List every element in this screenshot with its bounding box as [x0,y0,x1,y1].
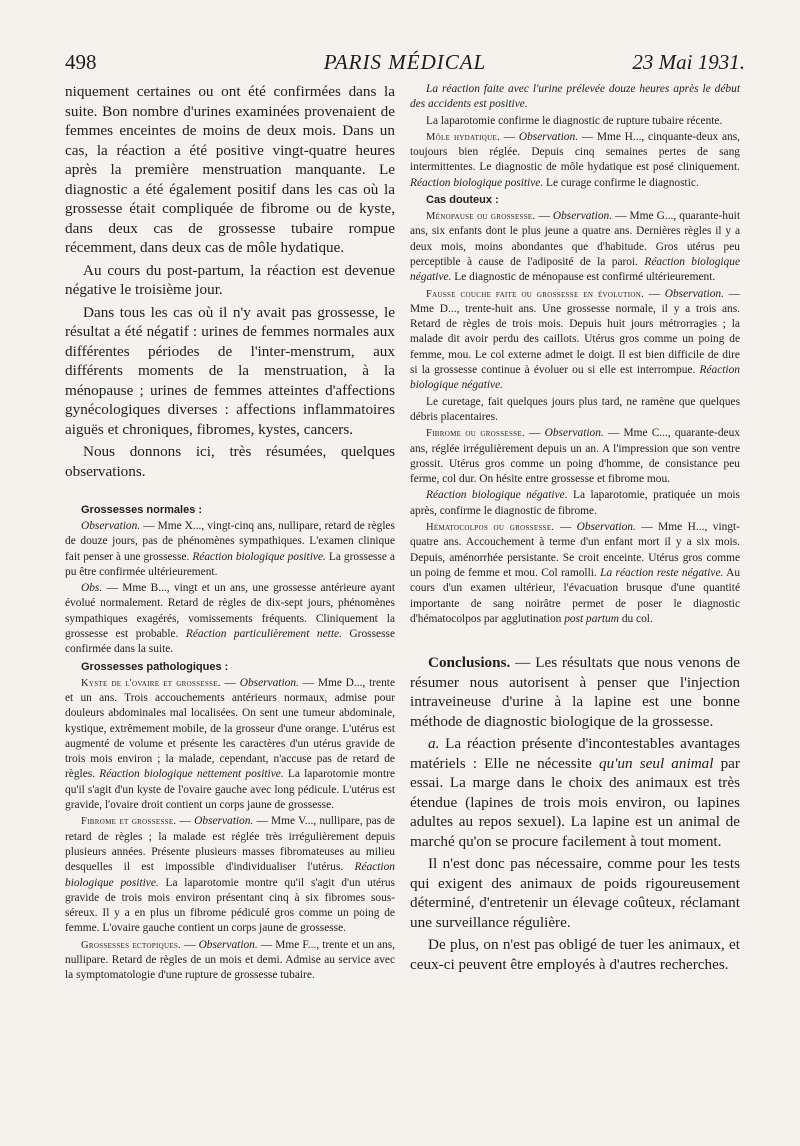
observation-ovarian-cyst: Kyste de l'ovaire et grossesse. — Observation. — Mme D..., trente et un ans. Trois accouchements antérieurs normaux, admise pour douleurs abdominales mal localisées. On sent une tumeur abdominale, kystique, extrêmement mobile, de la grosseur d'une orange. L'utérus est augmenté de volume et présente les caractères d'un utérus gravide de trois mois environ ; la malade, cependant, n'accuse pas de retard de règles. Réaction biologique nettement positive. La laparotomie montre qu'il s'agit d'un kyste de l'ovaire gauche avec long pédicule. L'utérus est gravide, l'ovaire droit contient un corps jaune de grossesse. [65,676,395,812]
negative-results-paragraph: Dans tous les cas où il n'y avait pas grossesse, le résultat a été négatif : urines de femmes normales aux différentes périodes de l'inter-menstrum, aux différents moments de la menstruation, à la ménopause ; urines de femmes atteintes d'affections gynécologiques diverses : affections inflammatoires aiguës et chroniques, fibromes, kystes, cancers. [65,303,395,438]
conclusion-no-breeding: Il n'est donc pas nécessaire, comme pour les tests qui exigent des animaux de poids rigoureusement déterminé, d'entretenir un élevage coûteux, réclamant une surveillance régulière. [410,855,740,931]
section-heading-normal: Grossesses normales : [81,504,203,516]
ectopic-reaction-note: La réaction faite avec l'urine prélevée douze heures après le début des accidents est positive. [410,83,740,111]
conclusion-advantages: a. La réaction présente d'incontestables avantages matériels : Elle ne nécessite qu'un seul animal par essai. La marge dans le choix des animaux est très étendue (lapines de trois mois environ, ou lapines adultes au repos sexuel). La lapine est un animal de marché qu'on se procure facilement à tout moment. [410,735,740,850]
section-heading-pathological: Grossesses pathologiques : [81,660,229,673]
right-column [410,82,740,977]
conclusions-paragraph: Conclusions. — Les résultats que nous venons de résumer nous autorisent à penser que l'injection intraveineuse d'urine à la lapine est une bonne méthode de diagnostic biologique de la grossesse. [410,654,740,730]
observation-menopause: Ménopause ou grossesse. — Observation. — Mme G..., quarante-huit ans, six enfants dont le plus jeune a quatre ans. Dernières règles il y a deux mois, moins abondantes que d'habitude. Gros utérus peu perceptible à cause de l'adiposité de la paroi. Réaction biologique négative. Le diagnostic de ménopause est confirmé ultérieurement. [410,210,741,284]
curettage-note: Le curetage, fait quelques jours plus tard, ne ramène que quelques débris placentaires. [410,395,740,423]
observation-normal-1: Observation. — Mme X..., vingt-cinq ans, nullipare, retard de règles de douze jours, pas de phénomènes sympathiques. L'examen clinique fait penser à une grossesse. Réaction biologique positive. La grossesse a pu être confirmée ultérieurement. [65,520,395,578]
results-paragraph: niquement certaines ou ont été confirmées dans la suite. Bon nombre d'urines examinées provenaient de femmes enceintes de moins de deux mois. Dans un cas, la réaction a été positive vingt-quatre heures après la première menstruation manquante. Le diagnostic a été également positif dans les cas où la grossesse était compliquée de fibrome ou de kyste, dans deux cas de grossesse tubaire rompue récemment, dans deux cas de môle hydatique. [65,83,395,256]
section-heading-doubtful: Cas douteux : [426,194,499,207]
conclusion-reuse-animals: De plus, on n'est pas obligé de tuer les animaux, et ceux-ci peuvent être employés à d'autres recherches. [410,936,740,973]
journal-title: PARIS MÉDICAL [323,50,487,74]
ectopic-laparotomy-note: La laparotomie confirme le diagnostic de rupture tubaire récente. [426,114,723,127]
issue-date: 23 Mai 1931. [632,50,745,74]
observation-fibroma: Fibrome et grossesse. — Observation. — Mme V..., nullipare, pas de retard de règles ; la malade est réglée très irrégulièrement depuis plusieurs années. Présente plusieurs masses fibromateuses au milieu desquelles il est impossible d'individualiser l'utérus. Réaction biologique positive. La laparotomie montre qu'il s'agit d'un utérus gravide de trois mois environ présentant cinq à six fibromes sous-séreux. Il y a en plus un fibrome pédiculé gros comme un poing de femme. L'ovaire gauche contient un corps jaune de grossesse. [65,815,395,935]
observation-fibroma-or-pregnancy: Fibrome ou grossesse. — Observation. — Mme C..., quarante-deux ans, réglée irrégulièrement depuis un an. A l'impression que son ventre grossit. Utérus gros comme un poing d'homme, de consistance peu ferme, col dur. On hésite entre grossesse et fibrome mou. [410,427,740,486]
observations-intro: Nous donnons ici, très résumées, quelques observations. [65,443,395,480]
observation-normal-2: Obs. — Mme B..., vingt et un ans, une grossesse antérieure ayant évolué normalement. Retard de règles de dix-sept jours, phénomènes sympathiques exagérés, vomissements fréquents. Cliniquement la grossesse est probable. Réaction particulièrement nette. Grossesse confirmée dans la suite. [65,582,395,656]
observation-miscarriage: Fausse couche faite ou grossesse en évolution. — Observation. — Mme D..., trente-huit ans. Une grossesse normale, il y a trois ans. Retard de règles de trois mois. Depuis huit jours métrorragies ; la malade dit avoir perdu des caillots. Utérus gros comme un poing de femme, mou. Le col externe admet le doigt. Il est bien difficile de dire si la grossesse continue à évoluer ou si elle est interrompue. Réaction biologique négative. [410,287,741,392]
observation-ectopic: Grossesses ectopiques. — Observation. — Mme F..., trente et un ans, nullipare. Retard de règles de un mois et demi. Admise au service avec la symptomatologie d'une rupture de grossesse tubaire. [65,938,395,982]
running-header [65,50,745,80]
conclusions-heading: Conclusions. [428,654,511,672]
observation-hydatidiform-mole: Môle hydatique. — Observation. — Mme H..., cinquante-deux ans, toujours bien réglée. Depuis cinq semaines pertes de sang intermittentes. Le diagnostic de môle hydatique est posé cliniquement. Réaction biologique positive. Le curage confirme le diagnostic. [410,130,740,189]
postpartum-paragraph: Au cours du post-partum, la réaction est devenue négative le troisième jour. [65,261,395,298]
left-column [65,82,395,985]
page-number: 498 [65,50,97,74]
fibroma-confirmation: Réaction biologique négative. La laparotomie, pratiquée un mois après, confirme le diagnostic de fibrome. [410,489,740,517]
observation-hematocolpos: Hématocolpos ou grossesse. — Observation. — Mme H..., vingt-quatre ans. Accouchement à terme d'un enfant mort il y a six mois. Depuis, aménorrhée persistante. Se croit enceinte. Utérus gros comme un poing de femme et mou. Col ramolli. La réaction reste négative. Au cours d'un examen ultérieur, l'évacuation brusque d'une quantité importante de sang noirâtre permet de poser le diagnostic d'hématocolpos par agglutination post partum du col. [410,521,741,625]
